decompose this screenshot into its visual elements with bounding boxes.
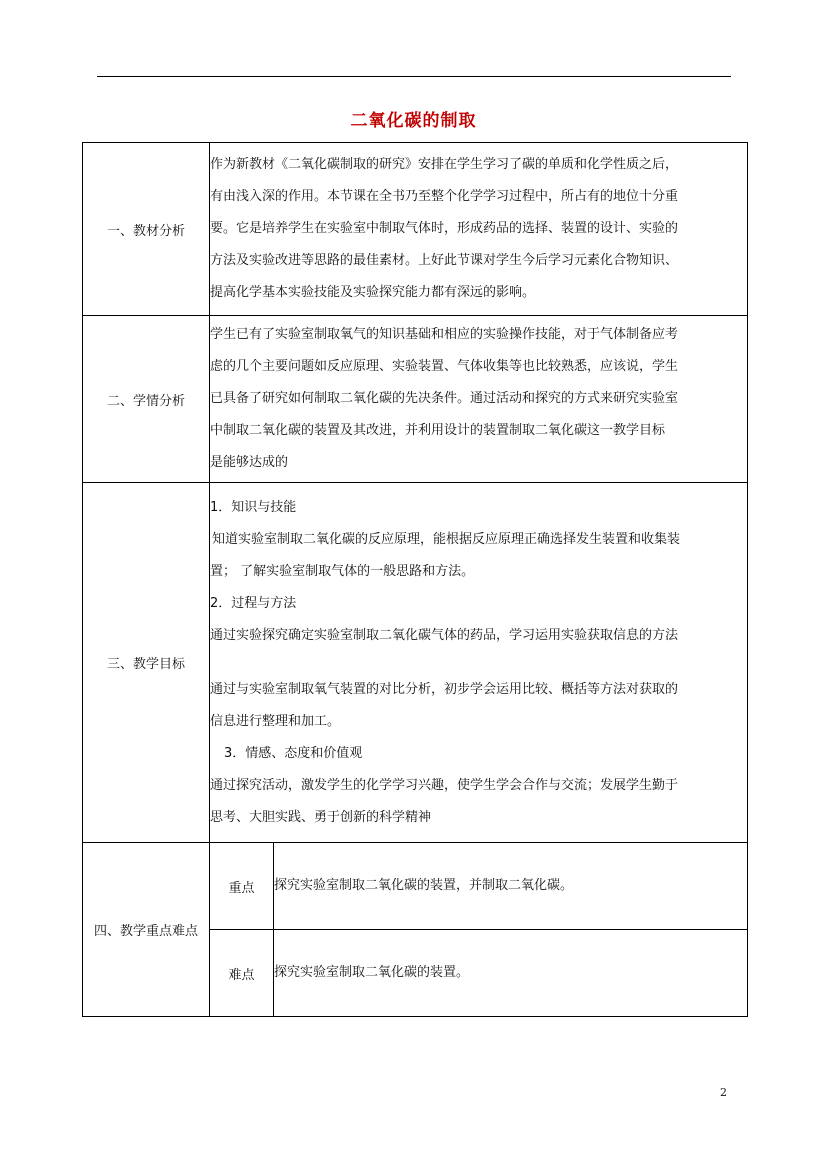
lesson-plan-table bbox=[82, 142, 748, 1017]
row-teaching-objectives bbox=[83, 483, 748, 843]
text-line: 有由浅入深的作用。本节课在全书乃至整个化学学习过程中，所占有的地位十分重 bbox=[210, 189, 679, 204]
text-line: 要。它是培养学生在实验室中制取气体时，形成药品的选择、装置的设计、实验的 bbox=[210, 221, 679, 236]
text-line: 信息进行整理和加工。 bbox=[210, 713, 341, 729]
text-line: 学生已有了实验室制取氧气的知识基础和相应的实验操作技能，对于气体制备应考 bbox=[210, 327, 679, 342]
text-line: 中制取二氧化碳的装置及其改进，并利用设计的装置制取二氧化碳这一教学目标 bbox=[210, 423, 666, 438]
objective-heading: 3．情感、态度和价值观 bbox=[224, 745, 363, 761]
text-line: 作为新教材《二氧化碳制取的研究》安排在学生学习了碳的单质和化学性质之后， bbox=[210, 157, 679, 172]
page-number: 2 bbox=[720, 1086, 727, 1099]
difficult-point-label: 难点 bbox=[210, 930, 274, 1017]
section-body-textbook-analysis bbox=[210, 143, 748, 316]
text-line: 知道实验室制取二氧化碳的反应原理，能根据反应原理正确选择发生装置和收集装 bbox=[212, 531, 681, 547]
text-line: 通过实验探究确定实验室制取二氧化碳气体的药品，学习运用实验获取信息的方法 bbox=[210, 627, 679, 643]
text-line: 通过与实验室制取氧气装置的对比分析，初步学会运用比较、概括等方法对获取的 bbox=[210, 681, 679, 697]
objective-heading: 2．过程与方法 bbox=[210, 595, 297, 611]
text-line: 通过探究活动，激发学生的化学学习兴趣，使学生学会合作与交流；发展学生勤于 bbox=[210, 777, 679, 793]
objective-heading: 1．知识与技能 bbox=[210, 499, 297, 515]
text-line: 虑的几个主要问题如反应原理、实验装置、气体收集等也比较熟悉，应该说，学生 bbox=[210, 359, 679, 374]
section-body-learner-analysis bbox=[210, 316, 748, 483]
section-label-teaching-objectives: 三、教学目标 bbox=[83, 483, 210, 843]
header-rule bbox=[97, 76, 731, 77]
text-line: 已具备了研究如何制取二氧化碳的先决条件。通过活动和探究的方式来研究实验室 bbox=[210, 391, 679, 406]
section-label-learner-analysis: 二、学情分析 bbox=[83, 316, 210, 483]
row-textbook-analysis bbox=[83, 143, 748, 316]
text-line: 思考、大胆实践、勇于创新的科学精神 bbox=[210, 809, 432, 825]
page-title: 二氧化碳的制取 bbox=[350, 111, 477, 131]
row-learner-analysis bbox=[83, 316, 748, 483]
section-label-key-difficult-points: 四、教学重点难点 bbox=[83, 843, 210, 1017]
text-line: 置； 了解实验室制取气体的一般思路和方法。 bbox=[210, 563, 475, 579]
key-point-text: 探究实验室制取二氧化碳的装置，并制取二氧化碳。 bbox=[274, 843, 748, 930]
text-line: 方法及实验改进等思路的最佳素材。上好此节课对学生今后学习元素化合物知识、 bbox=[210, 253, 679, 268]
text-line: 提高化学基本实验技能及实验探究能力都有深远的影响。 bbox=[210, 285, 536, 300]
key-point-label: 重点 bbox=[210, 843, 274, 930]
difficult-point-text: 探究实验室制取二氧化碳的装置。 bbox=[274, 930, 748, 1017]
text-line: 是能够达成的 bbox=[210, 455, 289, 470]
row-key-point bbox=[83, 843, 748, 930]
section-body-teaching-objectives bbox=[210, 483, 748, 843]
section-label-textbook-analysis: 一、教材分析 bbox=[83, 143, 210, 316]
